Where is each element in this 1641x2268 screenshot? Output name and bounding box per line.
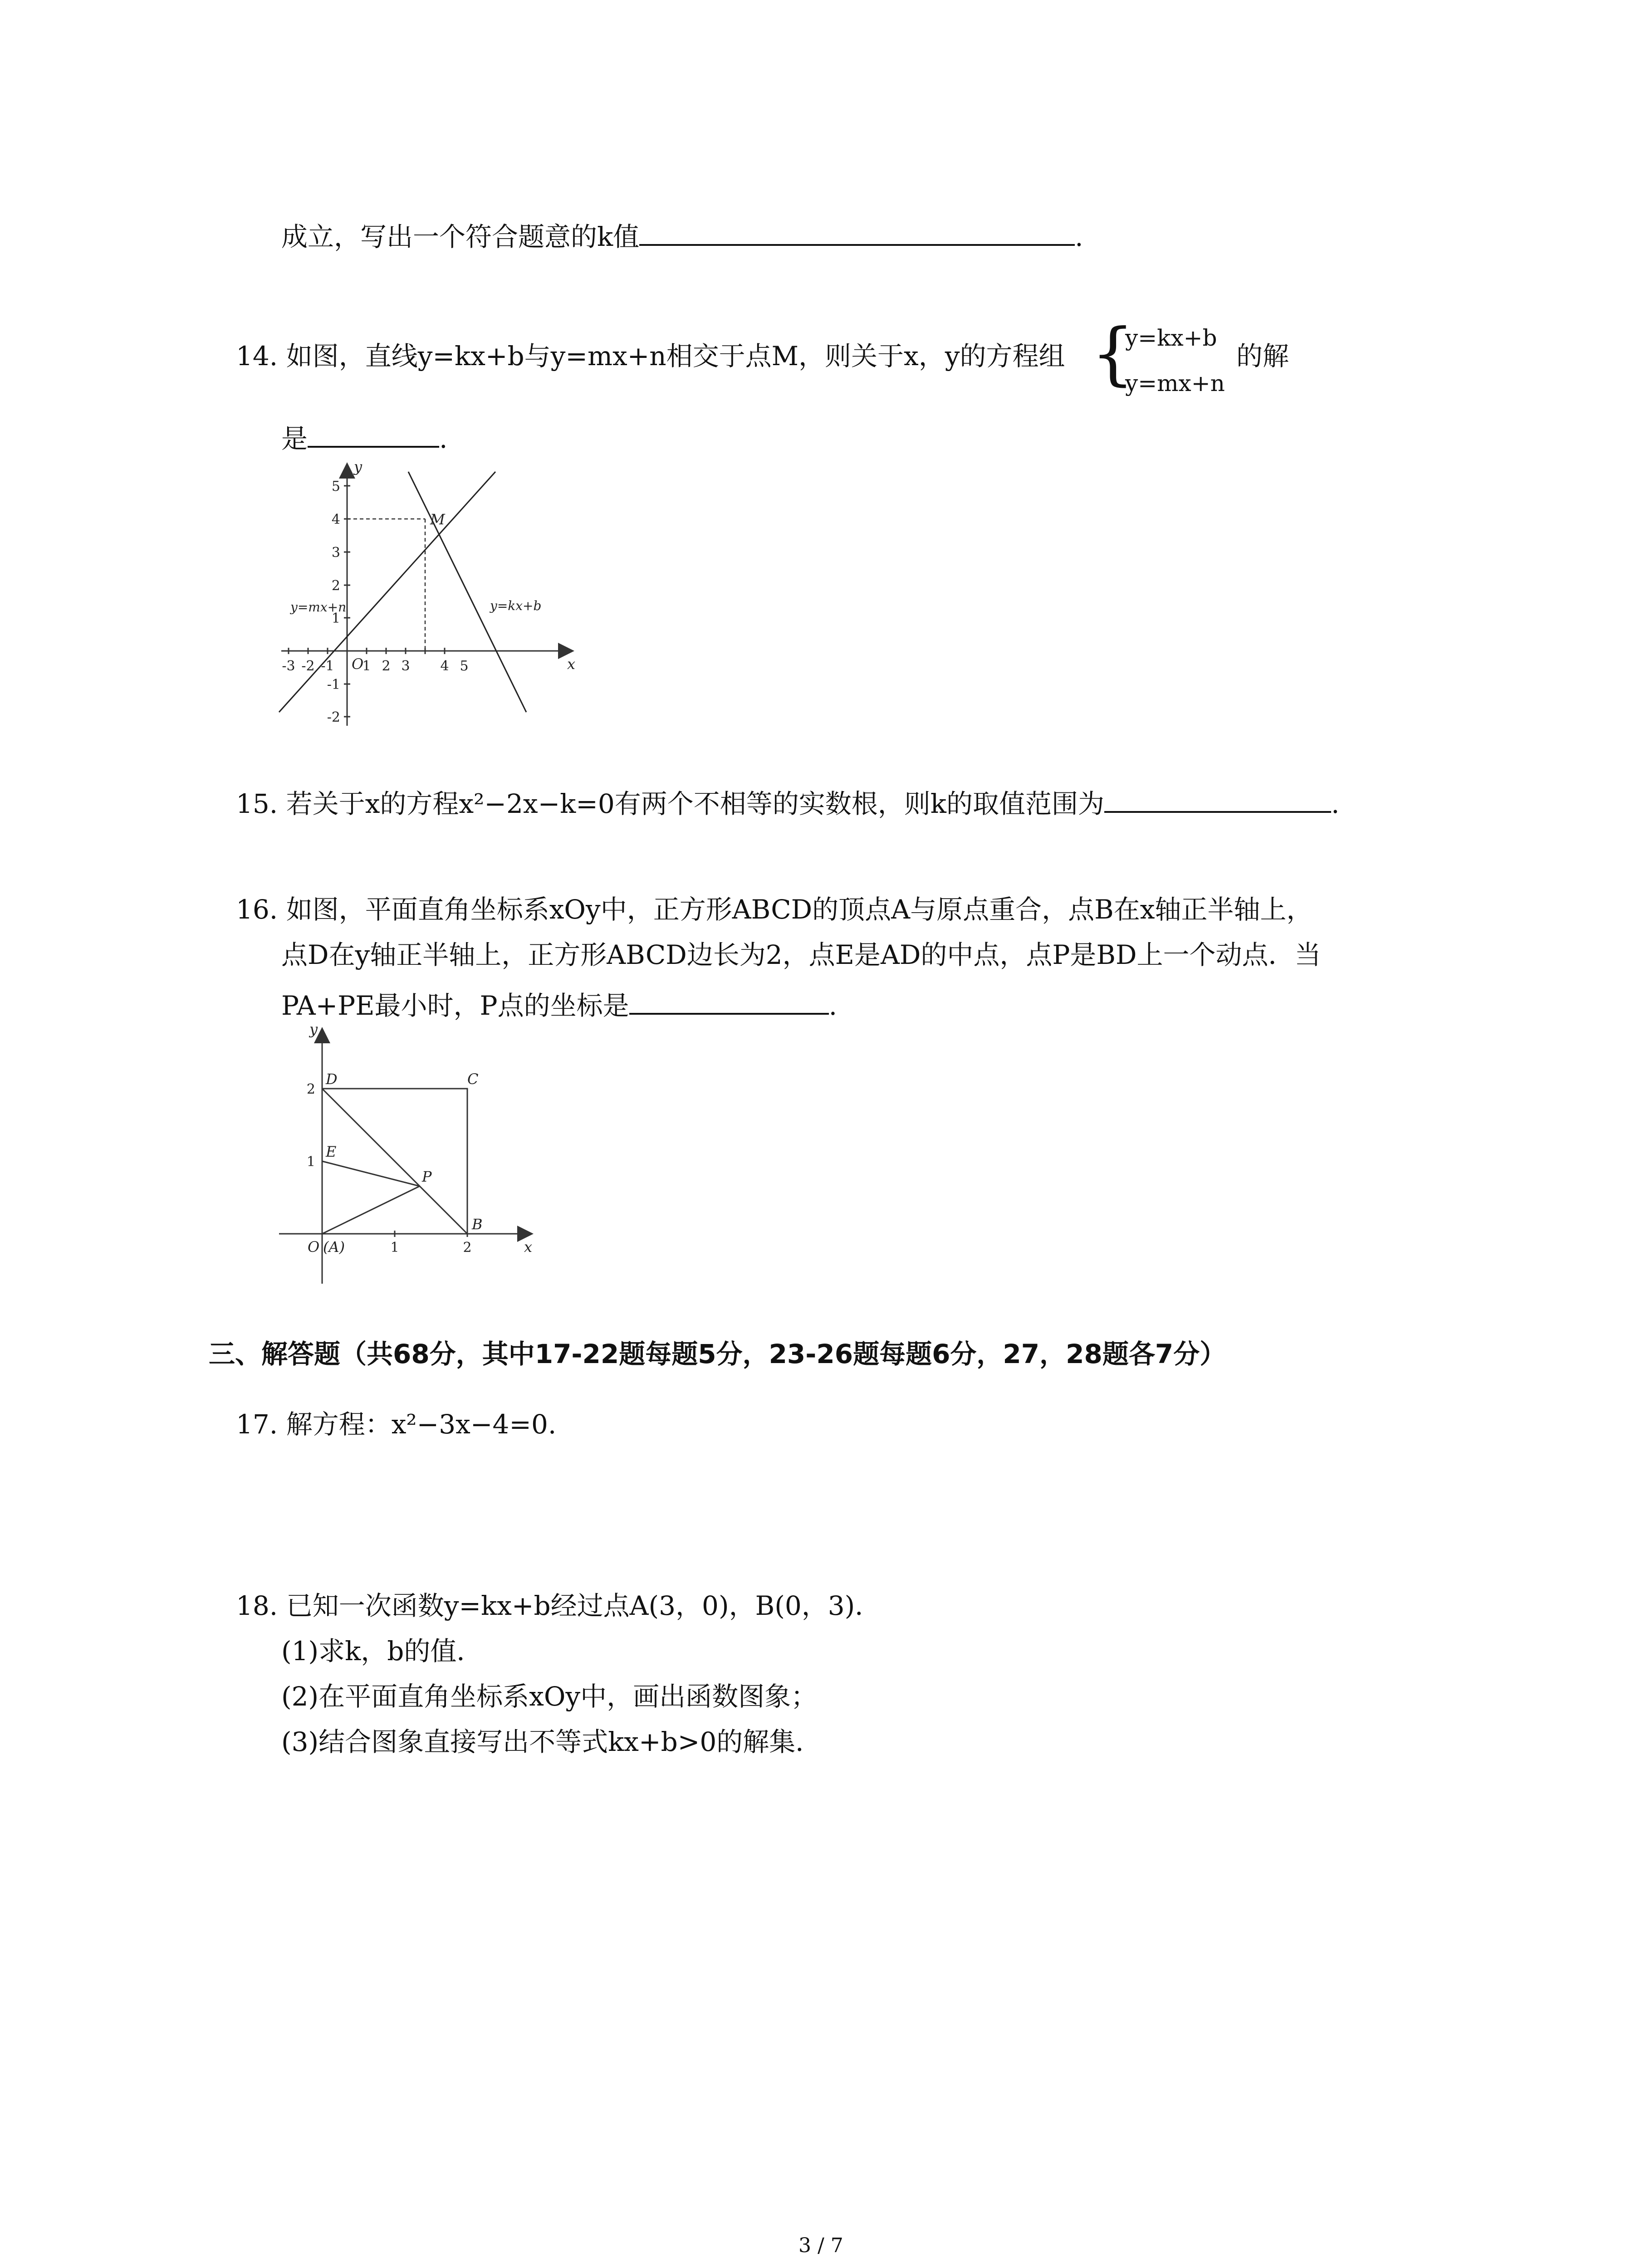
x-axis-label: x <box>524 1238 533 1256</box>
line-y-mx-n <box>279 472 495 712</box>
x-tick-label: 1 <box>390 1240 399 1256</box>
q14-system-eq2: y=mx+n <box>1125 370 1225 396</box>
x-tick-label: 5 <box>460 658 469 674</box>
q14-system-eq1: y=kx+b <box>1125 325 1217 351</box>
x-tick-label: -1 <box>321 658 334 674</box>
y-axis-label: y <box>354 458 362 475</box>
q18-part-3: (3)结合图象直接写出不等式kx+b>0的解集． <box>281 1726 822 1757</box>
segment-pe <box>322 1161 420 1186</box>
y-tick-label: 1 <box>306 1154 315 1170</box>
x-tick-label: -3 <box>282 658 295 674</box>
x-tick-label: 1 <box>362 658 371 674</box>
q16-line1: 16. 如图，平面直角坐标系xOy中，正方形ABCD的顶点A与原点重合，点B在x轴正半轴上， <box>236 894 1313 925</box>
q15-answer-blank[interactable] <box>1104 785 1331 813</box>
q16-line2: 点D在y轴正半轴上，正方形ABCD边长为2，点E是AD的中点，点P是BD上一个动点．当 <box>281 939 1321 970</box>
segment-pa <box>322 1186 420 1234</box>
q13-tail: 成立，写出一个符合题意的k值 . <box>281 218 1083 255</box>
point-m-label: M <box>430 511 445 528</box>
label-o: O <box>308 1238 320 1256</box>
label-a: (A) <box>323 1238 345 1256</box>
label-b: B <box>472 1216 483 1233</box>
y-tick-label: 1 <box>331 611 340 626</box>
y-tick-label: 2 <box>331 578 340 594</box>
y-tick-label: -1 <box>327 677 340 693</box>
y-tick-label: 5 <box>331 479 340 494</box>
x-tick-label: 4 <box>440 658 449 674</box>
x-axis-label: x <box>567 655 576 673</box>
q18-part-1: (1)求k，b的值． <box>281 1636 483 1667</box>
q14-answer-blank[interactable] <box>308 420 439 448</box>
y-tick-label: 2 <box>306 1081 315 1097</box>
label-p: P <box>422 1168 432 1185</box>
figure-14-graph <box>272 458 590 730</box>
x-tick-label: 2 <box>463 1240 472 1256</box>
q16-answer-blank[interactable] <box>629 987 829 1015</box>
y-axis-label: y <box>309 1021 318 1038</box>
label-d: D <box>326 1070 338 1088</box>
q14-system-brace: { <box>1091 314 1135 393</box>
x-tick-label: 2 <box>382 658 391 674</box>
figure-16-square <box>272 1021 544 1293</box>
y-tick-label: 4 <box>331 512 340 528</box>
x-tick-label: -2 <box>301 658 315 674</box>
y-tick-label: -2 <box>327 709 340 725</box>
section-3-heading: 三、解答题（共68分，其中17-22题每题5分，23-26题每题6分，27，28题各7分） <box>209 1339 1226 1369</box>
page-number: 3 / 7 <box>798 2234 843 2257</box>
label-e: E <box>326 1143 337 1160</box>
y-tick-label: 3 <box>331 545 340 561</box>
x-tick-label: 3 <box>401 658 410 674</box>
diagonal-bd <box>322 1089 467 1234</box>
q14-text: 14. 如图，直线y=kx+b与y=mx+n相交于点M，则关于x，y的方程组 <box>236 341 1065 371</box>
q14-tail: 的解 <box>1236 341 1289 371</box>
q14-line2: 是 . <box>281 420 447 457</box>
q18-part-2: (2)在平面直角坐标系xOy中，画出函数图象； <box>281 1681 818 1712</box>
q17-text: 17. 解方程：x²−3x−4=0. <box>236 1409 557 1440</box>
label-c: C <box>467 1070 479 1088</box>
origin-label: O <box>352 655 364 673</box>
label-line-mx-n: y=mx+n <box>290 600 347 615</box>
q13-answer-blank[interactable] <box>639 218 1075 246</box>
label-line-kx-b: y=kx+b <box>490 598 542 613</box>
q18-text: 18. 已知一次函数y=kx+b经过点A(3，0)，B(0，3)． <box>236 1590 882 1621</box>
line-y-kx-b <box>408 472 526 712</box>
q15-text: 15. 若关于x的方程x²−2x−k=0有两个不相等的实数根，则k的取值范围为 . <box>236 785 1339 822</box>
q16-line3: PA+PE最小时，P点的坐标是 . <box>281 987 837 1024</box>
